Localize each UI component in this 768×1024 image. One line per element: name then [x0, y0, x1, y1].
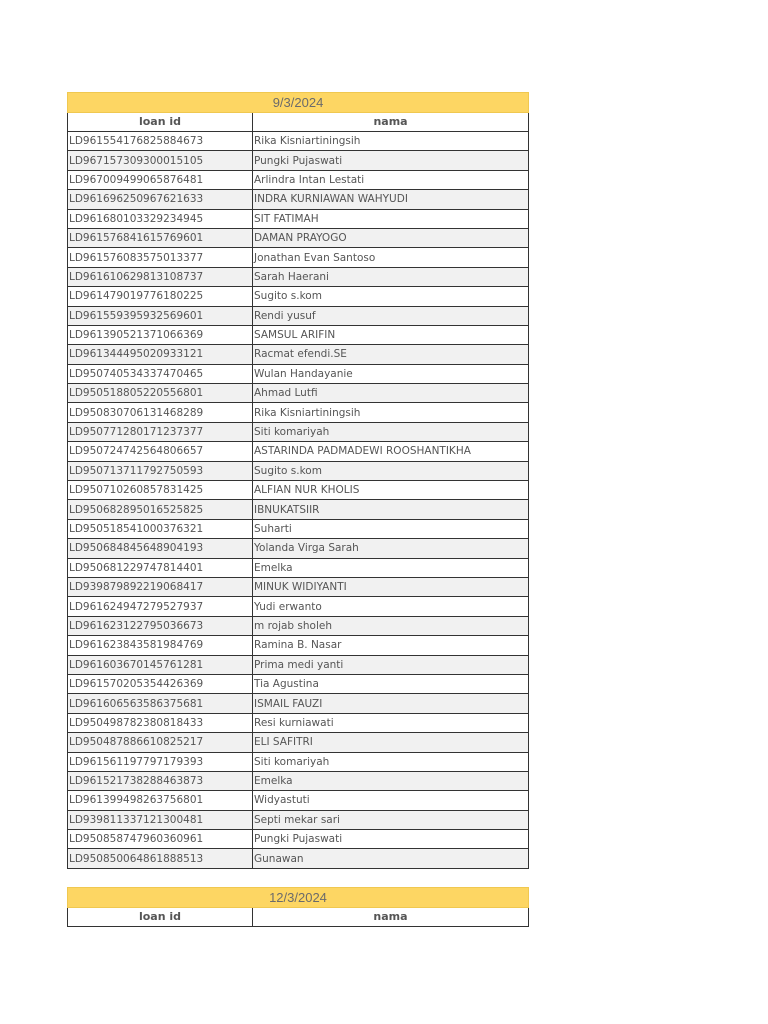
loan-id-cell: LD961399498263756801	[68, 791, 253, 810]
nama-cell: Sarah Haerani	[253, 267, 529, 286]
nama-cell: MINUK WIDIYANTI	[253, 577, 529, 596]
table-row	[68, 810, 529, 829]
loan-id-cell: LD950682895016525825	[68, 500, 253, 519]
loan-id-cell: LD950713711792750593	[68, 461, 253, 480]
nama-cell: DAMAN PRAYOGO	[253, 228, 529, 247]
loan-id-cell: LD961561197797179393	[68, 752, 253, 771]
nama-cell: Siti komariyah	[253, 752, 529, 771]
table-row	[68, 558, 529, 577]
column-header-row	[68, 908, 529, 927]
nama-cell: Widyastuti	[253, 791, 529, 810]
nama-cell: Yudi erwanto	[253, 597, 529, 616]
nama-cell: Pungki Pujaswati	[253, 151, 529, 170]
loan-id-cell: LD961521738288463873	[68, 771, 253, 790]
table-row	[68, 849, 529, 868]
table-row	[68, 636, 529, 655]
loan-id-cell: LD950487886610825217	[68, 733, 253, 752]
loan-id-cell: LD967157309300015105	[68, 151, 253, 170]
nama-cell: Emelka	[253, 558, 529, 577]
nama-cell: Yolanda Virga Sarah	[253, 539, 529, 558]
nama-cell: ALFIAN NUR KHOLIS	[253, 481, 529, 500]
table-row	[68, 364, 529, 383]
loan-id-cell: LD961623122795036673	[68, 616, 253, 635]
loan-id-cell: LD950858747960360961	[68, 830, 253, 849]
table-row	[68, 694, 529, 713]
table-row	[68, 209, 529, 228]
loan-id-cell: LD950850064861888513	[68, 849, 253, 868]
nama-cell: ELI SAFITRI	[253, 733, 529, 752]
nama-cell: ISMAIL FAUZI	[253, 694, 529, 713]
table-row	[68, 771, 529, 790]
table-row	[68, 190, 529, 209]
nama-cell: Sugito s.kom	[253, 461, 529, 480]
nama-cell: Pungki Pujaswati	[253, 830, 529, 849]
loan-id-cell: LD950518541000376321	[68, 519, 253, 538]
table-row	[68, 791, 529, 810]
nama-cell: Tia Agustina	[253, 674, 529, 693]
table-body	[68, 132, 529, 869]
table-row	[68, 151, 529, 170]
nama-cell: Ahmad Lutfi	[253, 384, 529, 403]
table-row	[68, 577, 529, 596]
nama-cell: IBNUKATSIIR	[253, 500, 529, 519]
loan-id-cell: LD961680103329234945	[68, 209, 253, 228]
table-row	[68, 461, 529, 480]
nama-cell: Jonathan Evan Santoso	[253, 248, 529, 267]
nama-cell: SIT FATIMAH	[253, 209, 529, 228]
nama-cell: Resi kurniawati	[253, 713, 529, 732]
table-row	[68, 287, 529, 306]
column-header-loan-id: loan id	[68, 113, 253, 132]
nama-cell: Siti komariyah	[253, 422, 529, 441]
table-row	[68, 519, 529, 538]
nama-cell: ASTARINDA PADMADEWI ROOSHANTIKHA	[253, 442, 529, 461]
nama-cell: Rika Kisniartiningsih	[253, 132, 529, 151]
nama-cell: Suharti	[253, 519, 529, 538]
table-row	[68, 481, 529, 500]
nama-cell: Rika Kisniartiningsih	[253, 403, 529, 422]
section-date: 12/3/2024	[68, 888, 529, 908]
loan-id-cell: LD939811337121300481	[68, 810, 253, 829]
nama-cell: Septi mekar sari	[253, 810, 529, 829]
loan-id-cell: LD961559395932569601	[68, 306, 253, 325]
table-row	[68, 325, 529, 344]
loan-id-cell: LD961624947279527937	[68, 597, 253, 616]
loan-id-cell: LD961390521371066369	[68, 325, 253, 344]
table-row	[68, 539, 529, 558]
loan-id-cell: LD961576841615769601	[68, 228, 253, 247]
table-row	[68, 442, 529, 461]
nama-cell: Ramina B. Nasar	[253, 636, 529, 655]
nama-cell: INDRA KURNIAWAN WAHYUDI	[253, 190, 529, 209]
section-date: 9/3/2024	[68, 93, 529, 113]
nama-cell: Rendi yusuf	[253, 306, 529, 325]
nama-cell: Arlindra Intan Lestati	[253, 170, 529, 189]
loan-id-cell: LD950740534337470465	[68, 364, 253, 383]
column-header-row	[68, 113, 529, 132]
table-row	[68, 713, 529, 732]
loan-id-cell: LD967009499065876481	[68, 170, 253, 189]
table-row	[68, 655, 529, 674]
column-header-loan-id: loan id	[68, 908, 253, 927]
table-row	[68, 403, 529, 422]
table-row	[68, 267, 529, 286]
loan-id-cell: LD961344495020933121	[68, 345, 253, 364]
loan-id-cell: LD950498782380818433	[68, 713, 253, 732]
table-row	[68, 306, 529, 325]
loan-id-cell: LD939879892219068417	[68, 577, 253, 596]
table-row	[68, 752, 529, 771]
date-header-row	[68, 888, 529, 908]
table-row	[68, 597, 529, 616]
table-row	[68, 384, 529, 403]
nama-cell: Emelka	[253, 771, 529, 790]
loan-table-1	[67, 92, 529, 869]
nama-cell: m rojab sholeh	[253, 616, 529, 635]
nama-cell: Prima medi yanti	[253, 655, 529, 674]
table-row	[68, 674, 529, 693]
table-row	[68, 345, 529, 364]
loan-id-cell: LD961479019776180225	[68, 287, 253, 306]
nama-cell: SAMSUL ARIFIN	[253, 325, 529, 344]
loan-id-cell: LD961603670145761281	[68, 655, 253, 674]
nama-cell: Racmat efendi.SE	[253, 345, 529, 364]
nama-cell: Sugito s.kom	[253, 287, 529, 306]
table-row	[68, 616, 529, 635]
loan-id-cell: LD950724742564806657	[68, 442, 253, 461]
table-row	[68, 248, 529, 267]
loan-id-cell: LD961606563586375681	[68, 694, 253, 713]
loan-id-cell: LD950830706131468289	[68, 403, 253, 422]
table-row	[68, 500, 529, 519]
table-row	[68, 422, 529, 441]
loan-id-cell: LD961623843581984769	[68, 636, 253, 655]
table-row	[68, 830, 529, 849]
table-row	[68, 733, 529, 752]
loan-id-cell: LD950518805220556801	[68, 384, 253, 403]
loan-id-cell: LD961554176825884673	[68, 132, 253, 151]
table-row	[68, 132, 529, 151]
date-header-row	[68, 93, 529, 113]
loan-table-2	[67, 887, 529, 927]
loan-id-cell: LD950710260857831425	[68, 481, 253, 500]
loan-id-cell: LD950771280171237377	[68, 422, 253, 441]
loan-id-cell: LD961570205354426369	[68, 674, 253, 693]
loan-id-cell: LD961696250967621633	[68, 190, 253, 209]
nama-cell: Gunawan	[253, 849, 529, 868]
column-header-nama: nama	[253, 113, 529, 132]
loan-id-cell: LD961610629813108737	[68, 267, 253, 286]
nama-cell: Wulan Handayanie	[253, 364, 529, 383]
loan-id-cell: LD950684845648904193	[68, 539, 253, 558]
table-row	[68, 170, 529, 189]
table-row	[68, 228, 529, 247]
column-header-nama: nama	[253, 908, 529, 927]
loan-id-cell: LD961576083575013377	[68, 248, 253, 267]
loan-id-cell: LD950681229747814401	[68, 558, 253, 577]
